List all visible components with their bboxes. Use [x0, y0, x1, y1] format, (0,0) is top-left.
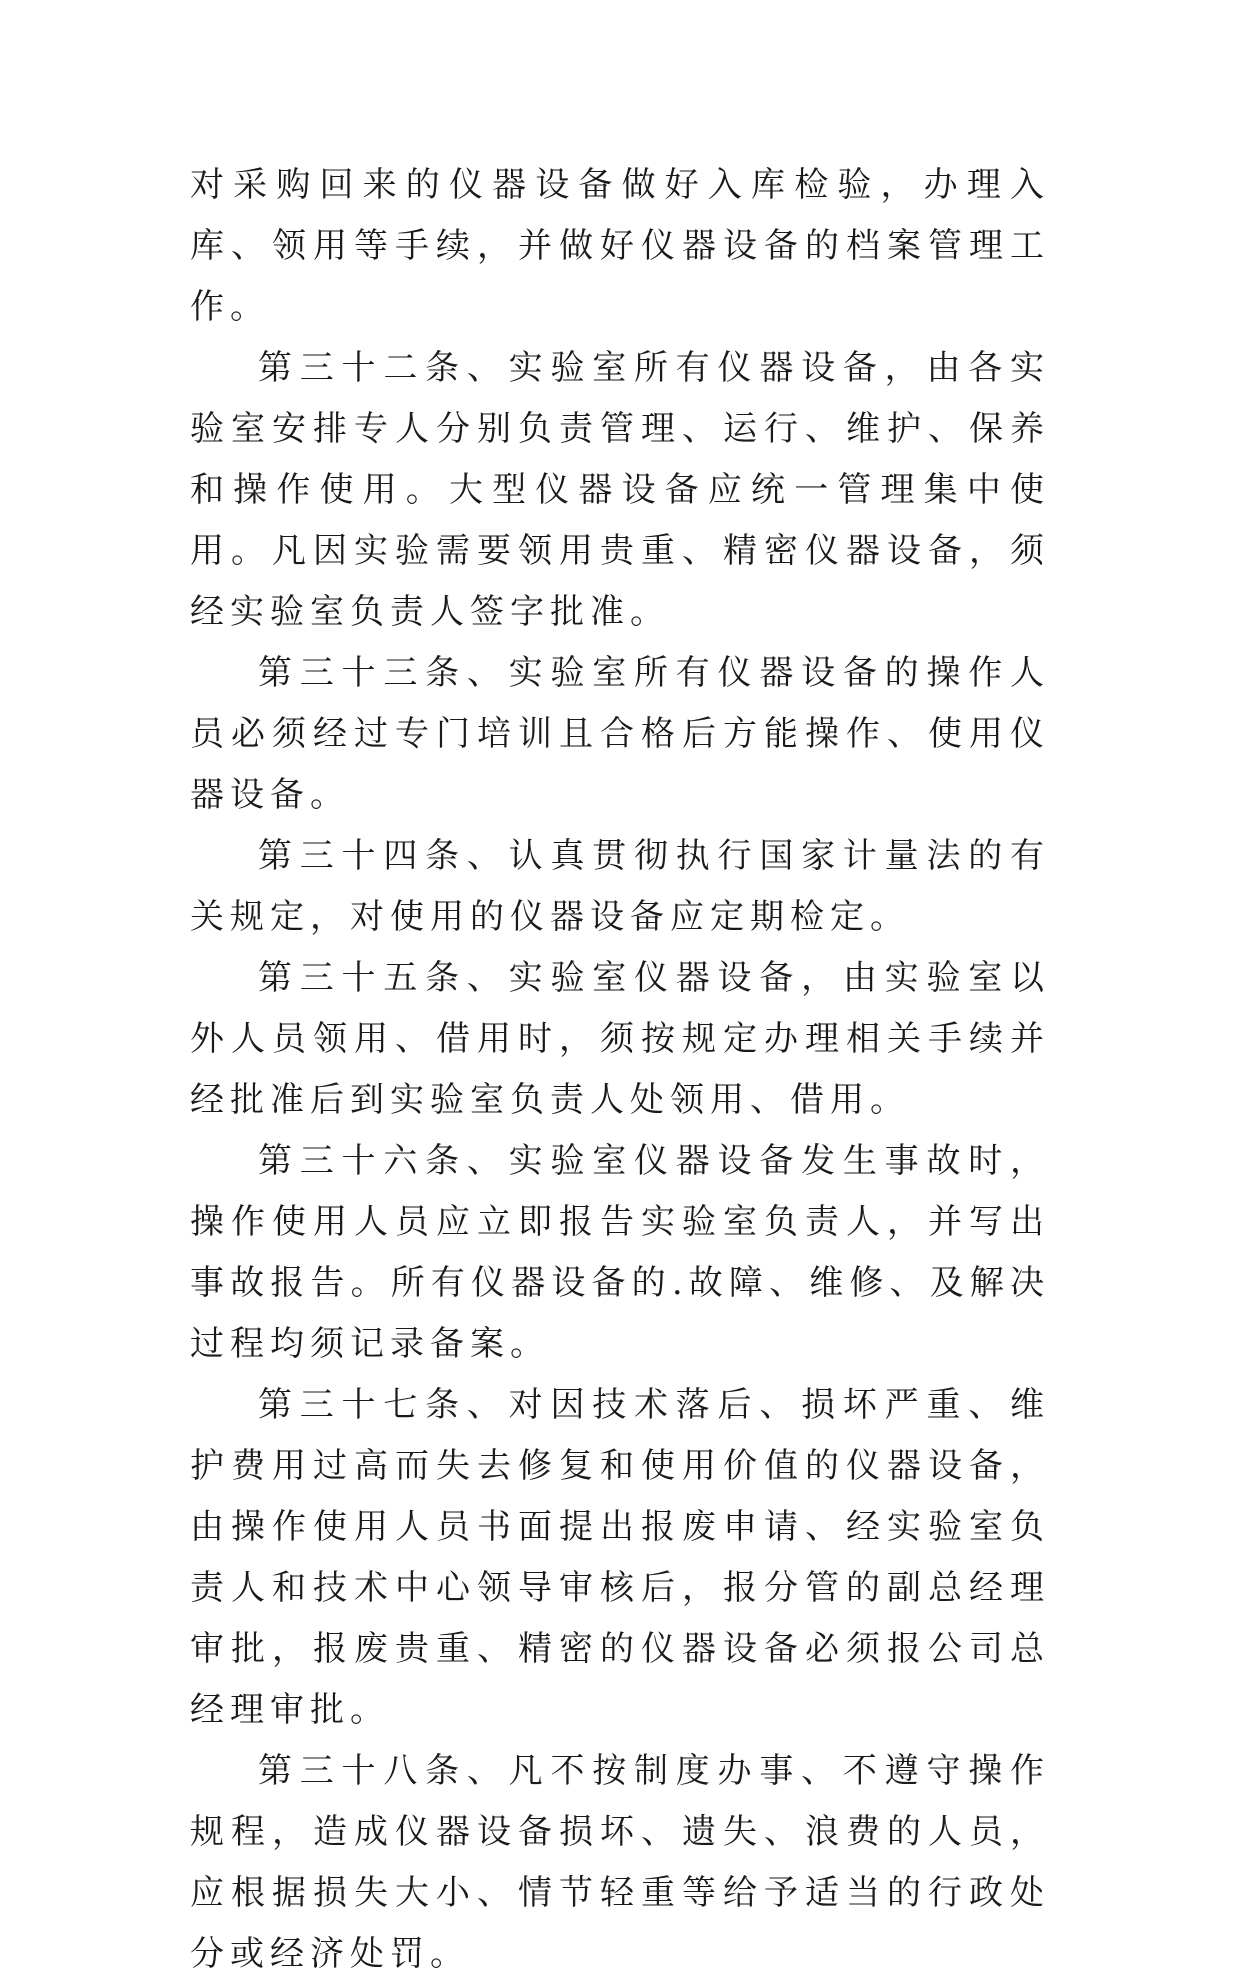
paragraph-article-37: 第三十七条、对因技术落后、损坏严重、维护费用过高而失去修复和使用价值的仪器设备，由操作使用人员书面提出报废申请、经实验室负责人和技术中心领导审核后，报分管的副总经理审批，报废贵重、精密的仪器设备必须报公司总经理审批。: [190, 1385, 1050, 1730]
paragraph-article-34: 第三十四条、认真贯彻执行国家计量法的有关规定，对使用的仪器设备应定期检定。: [190, 836, 1050, 937]
paragraph-article-38: 第三十八条、凡不按制度办事、不遵守操作规程，造成仪器设备损坏、遗失、浪费的人员，应根据损失大小、情节轻重等给予适当的行政处分或经济处罚。: [190, 1751, 1050, 1974]
document-body: [190, 155, 1050, 1985]
paragraph-continuation: 对采购回来的仪器设备做好入库检验，办理入库、领用等手续，并做好仪器设备的档案管理工作。: [190, 165, 1050, 327]
paragraph-article-35: 第三十五条、实验室仪器设备，由实验室以外人员领用、借用时，须按规定办理相关手续并经批准后到实验室负责人处领用、借用。: [190, 958, 1050, 1120]
paragraph-article-36: 第三十六条、实验室仪器设备发生事故时，操作使用人员应立即报告实验室负责人，并写出事故报告。所有仪器设备的.故障、维修、及解决过程均须记录备案。: [190, 1141, 1050, 1364]
paragraph-article-33: 第三十三条、实验室所有仪器设备的操作人员必须经过专门培训且合格后方能操作、使用仪器设备。: [190, 653, 1050, 815]
paragraph-article-32: 第三十二条、实验室所有仪器设备，由各实验室安排专人分别负责管理、运行、维护、保养和操作使用。大型仪器设备应统一管理集中使用。凡因实验需要领用贵重、精密仪器设备，须经实验室负责人签字批准。: [190, 348, 1050, 632]
